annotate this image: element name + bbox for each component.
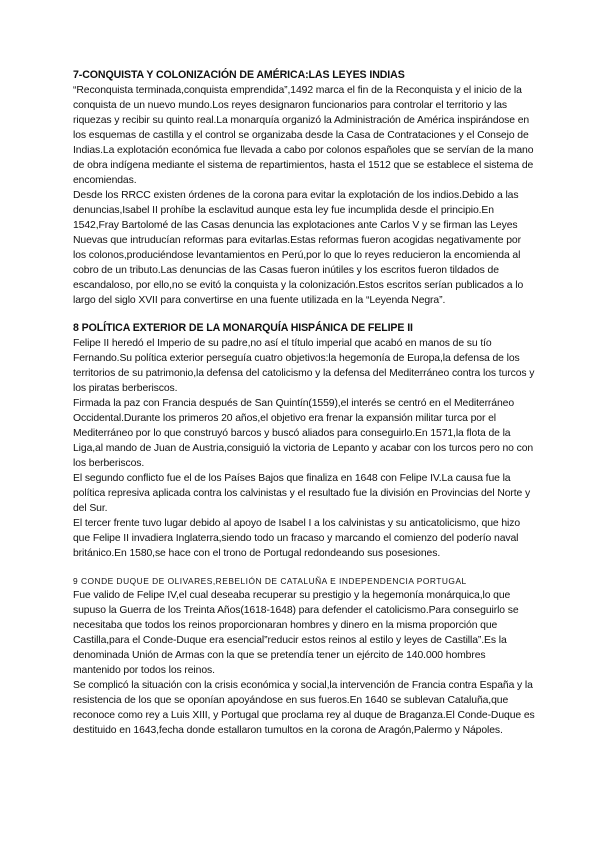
- section-conde-duque-olivares: [73, 574, 535, 738]
- paragraph: Felipe II heredó el Imperio de su padre,no así el título imperial que acabó en manos de su tío Fernando.Su política exterior perseguía cuatro objetivos:la hegemonía de Europa,la defensa de los territorios de su patrimonio,la defensa del catolicismo y la defensa del Mediterráneo contra los turcos y los piratas berberiscos.: [73, 338, 535, 394]
- paragraph: Fue valido de Felipe IV,el cual deseaba recuperar su prestigio y la hegemonía monárquica,lo que supuso la Guerra de los Treinta Años(1618-1648) para defender el catolicismo.Para conseguirlo se necesitaba que todos los reinos proporcionaran hombres y dinero en la misma proporción que Castilla,para el Conde-Duque era esencial”reducir estos reinos al estilo y leyes de Castilla”.Es la denominada Unión de Armas con la que se pretendía tener un ejército de 140.000 hombres mantenido por todos los reinos.: [73, 590, 519, 676]
- paragraph: “Reconquista terminada,conquista emprendida”,1492 marca el fin de la Reconquista y el inicio de la conquista de un nuevo mundo.Los reyes designaron funcionarios para controlar el territorio y las riquezas y recibir su quinto real.La monarquía organizó la Administración de América inspirándose en los esquemas de castilla y el control se organizaba desde la Casa de Contrataciones y el Consejo de Indias.La explotación económica fue llevada a cabo por colonos españoles que se servían de la mano de obra indígena mediante el sistema de repartimientos, hasta el 1512 que se establece el sistema de encomiendas.: [73, 85, 534, 186]
- section-heading: 8 POLÍTICA EXTERIOR DE LA MONARQUÍA HISPÁNICA DE FELIPE II: [73, 322, 413, 334]
- section-politica-exterior-felipe-ii: [73, 321, 535, 561]
- paragraph: Firmada la paz con Francia después de San Quintín(1559),el interés se centró en el Mediterráneo Occidental.Durante los primeros 20 años,el objetivo era frenar la expansión militar turca por el Mediterráneo por lo que construyó barcos y buscó aliados para conseguirlo.En 1571,la flota de la Liga,al mando de Juan de Austria,consiguió la victoria de Lepanto y acabar con los turcos pero no con los berberiscos.: [73, 398, 534, 469]
- section-heading: 7-CONQUISTA Y COLONIZACIÓN DE AMÉRICA:LAS LEYES INDIAS: [73, 69, 405, 81]
- paragraph: Desde los RRCC existen órdenes de la corona para evitar la explotación de los indios.Debido a las denuncias,Isabel II prohíbe la esclavitud aunque esta ley fue incumplida desde el principio.En 1542,Fray Bartolomé de las Casas denuncia las explotaciones ante Carlos V y se firman las Leyes Nuevas que intruducían reformas para evitarlas.Estas reformas fueron acogidas negativamente por los colonos,produciéndose levantamientos en Perú,por lo que lo reyes reducieron la encomienda al cobro de un tributo.Las denuncias de las Casas fueron inútiles y los escritos fueron tildados de escandaloso, por ello,no se evitó la conquista y la colonización.Estos escritos serían publicados a lo largo del siglo XVII para convertirse en una fuente utilizada en la “Leyenda Negra”.: [73, 190, 524, 306]
- document-page: [73, 68, 535, 738]
- paragraph: El tercer frente tuvo lugar debido al apoyo de Isabel I a los calvinistas y su anticatolicismo, que hizo que Felipe II invadiera Inglaterra,siendo todo un fracaso y marcando el comienzo del poderío naval británico.En 1580,se hace con el trono de Portugal redondeando sus posesiones.: [73, 518, 521, 559]
- section-conquista-america: [73, 68, 535, 308]
- section-heading: 9 CONDE DUQUE DE OLIVARES,REBELIÓN DE CATALUÑA E INDEPENDENCIA PORTUGAL: [73, 576, 467, 586]
- paragraph: El segundo conflicto fue el de los Países Bajos que finaliza en 1648 con Felipe IV.La causa fue la política represiva aplicada contra los calvinistas y el resultado fue la división en Provincias del Norte y del Sur.: [73, 473, 531, 514]
- paragraph: Se complicó la situación con la crisis económica y social,la intervención de Francia contra España y la resistencia de los que se oponían apoyándose en sus fueros.En 1640 se sublevan Cataluña,que reconoce como rey a Luis XIII, y Portugal que proclama rey al duque de Braganza.El Conde-Duque es destituido en 1643,fecha donde estallaron tumultos en la corona de Aragón,Palermo y Nápoles.: [73, 680, 535, 736]
